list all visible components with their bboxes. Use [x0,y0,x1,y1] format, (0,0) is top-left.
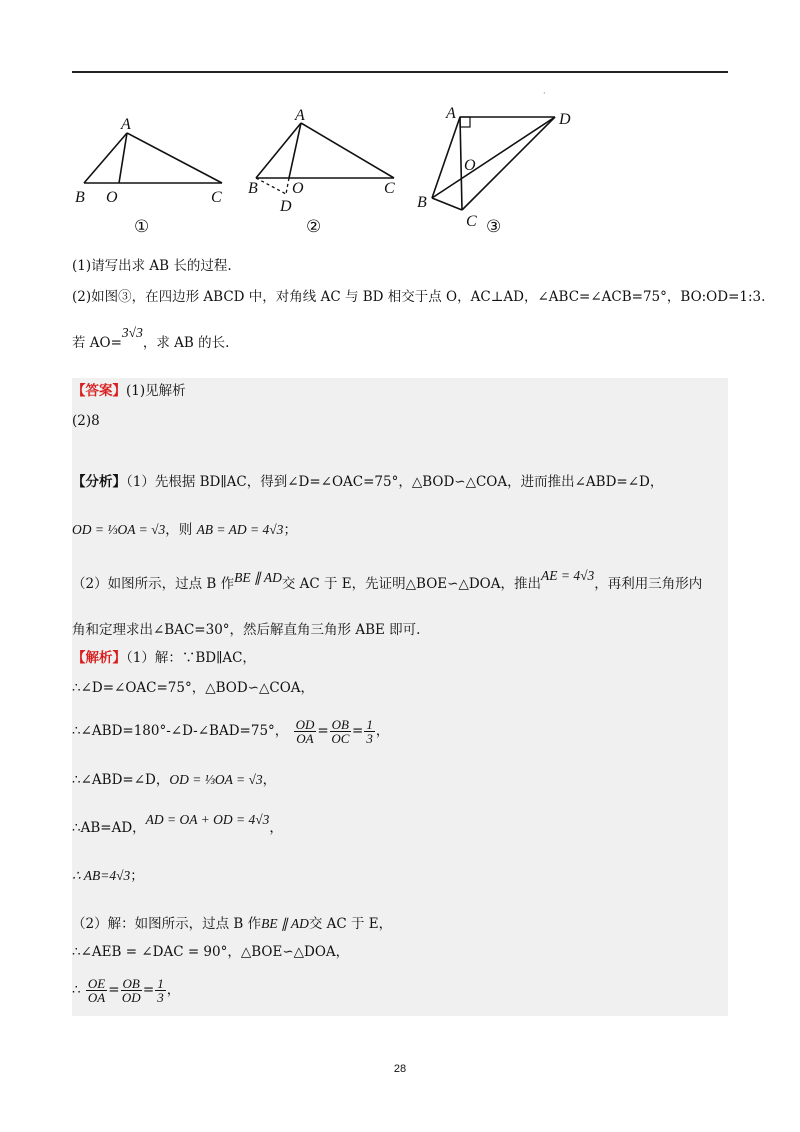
q2-ao-prefix: 若 AO= [72,335,122,351]
analysis-line-2 [72,520,297,540]
solution-line-7 [72,914,392,934]
analysis-p2-end: ； [283,522,297,538]
analysis-be-ad: BE ∥ AD [234,570,282,585]
solution-line-1 [72,648,256,668]
label-a: A [295,107,305,124]
segment-ac [460,117,462,210]
question-1: (1)请写出求 AB 长的过程. [72,258,232,274]
label-b: B [248,180,258,197]
solution-s5: ∴AB=AD， [72,820,146,836]
solution-s4: ∴∠ABD=∠D， [72,772,170,788]
caption-3: ③ [486,217,502,236]
segment-bd [432,117,555,198]
solution-s7-post: 交 AC 于 E， [308,916,393,932]
analysis-od-eq: OD = ⅓OA = √3 [72,522,166,537]
caption-1: ① [134,217,150,236]
solution-s7: （2）解：如图所示，过点 B 作 [72,916,262,932]
solution-od-eq: OD = ⅓OA = √3 [169,772,263,787]
solution-ad-eq: AD = OA + OD = 4√3 [145,812,270,827]
solution-line-2: ∴∠D=∠OAC=75°，△BOD∽△COA， [72,680,315,696]
label-b: B [417,194,427,211]
analysis-ae-eq: AE = 4√3 [540,568,595,583]
caption-2: ② [306,217,322,236]
segment-cd [462,117,555,210]
label-a: A [446,105,456,122]
label-d: D [280,198,292,215]
analysis-p2-mid: ，则 [165,522,193,538]
answer-tag: 【答案】 [72,383,126,399]
answer-line-1 [72,381,186,401]
label-o: O [464,157,476,174]
header-rule [72,71,728,73]
label-b: B [75,189,85,206]
label-c: C [466,213,477,230]
q2-ao-value: 3√3 [121,325,143,340]
segment-ab [432,117,460,198]
analysis-p3-post: ，再利用三角形内 [594,576,703,592]
analysis-line-4: 角和定理求出∠BAC=30°，然后解直角三角形 ABE 即可. [72,622,421,638]
segment-od-dashed [286,178,289,194]
segment-ac [127,133,222,183]
solution-line-6: ∴ AB=4√3； [72,868,144,884]
page-number: 28 [393,1063,407,1075]
figure-2 [246,98,416,242]
analysis-p3-pre: （2）如图所示，过点 B 作 [72,576,235,592]
analysis-p1: （1）先根据 BD∥AC，得到∠D=∠OAC=75°，△BOD∽△COA，进而推出∠ABD=∠D， [126,474,664,490]
label-a: A [121,116,131,133]
solution-s1: （1）解：∵BD∥AC， [126,650,256,666]
label-o: O [292,180,304,197]
label-o: O [106,189,118,206]
segment-bd-dashed [256,178,286,194]
fraction-ob-od: $\frac{OB}{OD}$ [121,976,141,1005]
solution-line-8: ∴∠AEB = ∠DAC = 90°，△BOE∽△DOA， [72,944,350,960]
solution-be-ad: BE ∥ AD [261,916,309,931]
figure-3-diagram [412,98,592,238]
fraction-one-third: $\frac{1}{3}$ [366,717,373,746]
question-2: (2)如图③，在四边形 ABCD 中，对角线 AC 与 BD 相交于点 O，AC⊥AD，∠ABC=∠ACB=75°，BO:OD=1:3. [72,289,766,305]
answer-1: (1)见解析 [126,383,186,399]
segment-ac [301,123,394,178]
analysis-line-1 [72,472,663,492]
analysis-p3-mid: 交 AC 于 E，先证明△BOE∽△DOA，推出 [281,576,541,592]
solution-s3: ∴∠ABD=180°-∠D-∠BAD=75°， [72,723,289,739]
figure-3 [412,98,592,242]
fraction-ob-oc: $\frac{OB}{OC}$ [331,717,350,746]
solution-line-9: ∴ $\frac{OE}{OA}$ = $\frac{OB}{OD}$ = $\frac{1}{3}$ ， [72,976,181,1005]
fraction-od-oa: $\frac{OD}{OA}$ [295,717,315,746]
fraction-one-third-2: $\frac{1}{3}$ [157,976,164,1005]
question-2-condition [72,325,230,353]
analysis-line-3 [72,568,703,594]
solution-line-4: ∴∠ABD=∠D，OD = ⅓OA = √3， [72,772,277,788]
label-c: C [384,180,395,197]
label-c: C [211,189,222,206]
solution-line-3: ∴∠ABD=180°-∠D-∠BAD=75°， $\frac{OD}{OA}$ = $\frac{OB}{OC}$ = $\frac{1}{3}$ ， [72,717,390,746]
solution-tag: 【解析】 [72,650,126,666]
answer-2: (2)8 [72,413,100,429]
label-d: D [559,111,571,128]
figure-1 [72,98,242,242]
analysis-ab-eq: AB = AD = 4√3 [196,522,284,537]
figure-2-diagram [246,98,416,238]
q2-ao-suffix: ，求 AB 的长. [142,335,230,351]
figure-1-diagram [72,98,242,238]
decorative-mark: · [543,89,546,98]
fraction-oe-oa: $\frac{OE}{OA}$ [87,976,106,1005]
right-angle-mark [460,117,470,127]
solution-line-5: ∴AB=AD，AD = OA + OD = 4√3， [72,812,283,836]
solution-ab-result: ∴ AB=4√3 [72,868,131,883]
analysis-tag: 【分析】 [72,474,126,490]
segment-bc [432,198,462,210]
